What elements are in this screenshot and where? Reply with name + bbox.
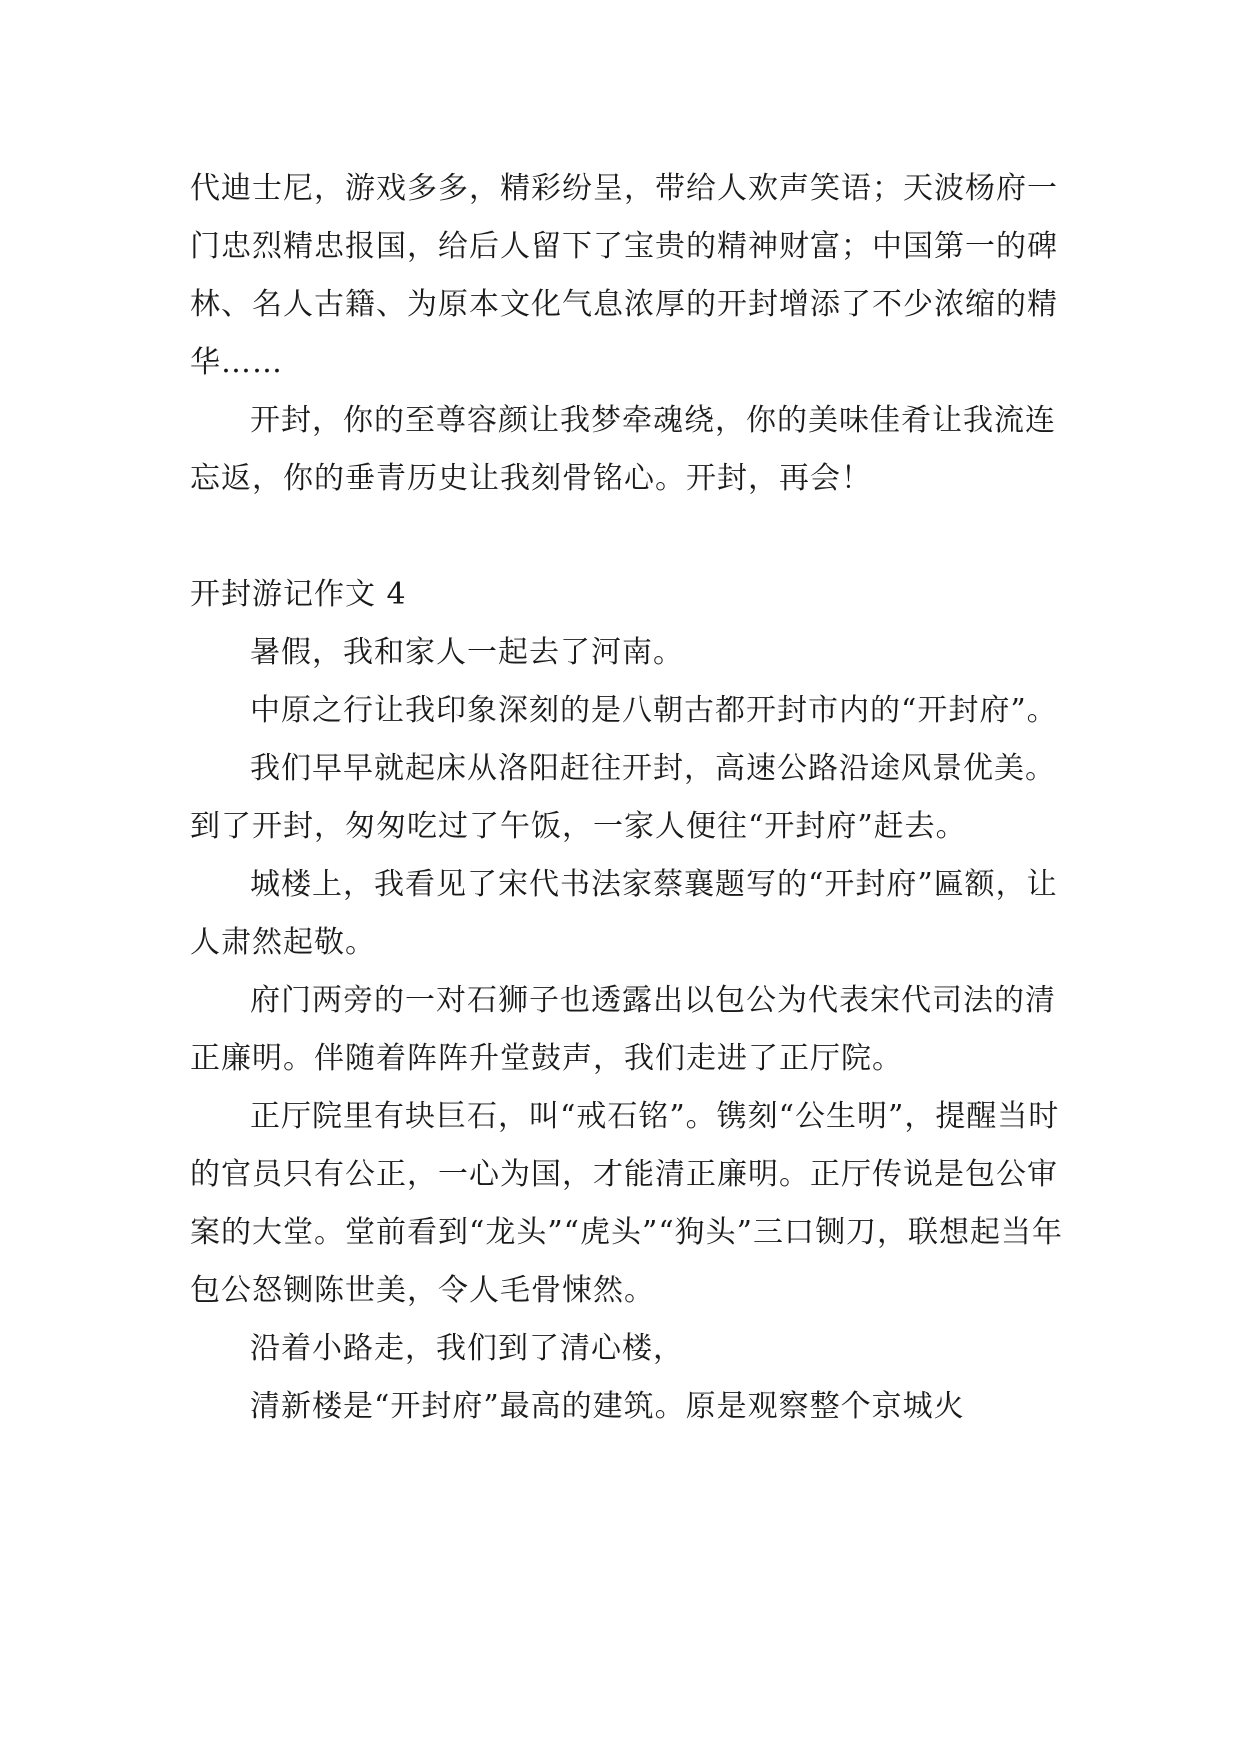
paragraph: 代迪士尼，游戏多多，精彩纷呈，带给人欢声笑语；天波杨府一门忠烈精忠报国，给后人留下了宝贵的精神财富；中国第一的碑林、名人古籍、为原本文化气息浓厚的开封增添了不少浓缩的精华…… <box>190 171 1058 380</box>
section-heading: 开封游记作文 4 <box>190 577 407 612</box>
paragraph: 城楼上，我看见了宋代书法家蔡襄题写的“开封府”匾额，让人肃然起敬。 <box>190 867 1058 960</box>
paragraph: 暑假，我和家人一起去了河南。 <box>250 635 684 670</box>
paragraph: 我们早早就起床从洛阳赶往开封，高速公路沿途风景优美。到了开封，匆匆吃过了午饭，一家人便往“开封府”赶去。 <box>190 751 1056 844</box>
document-body <box>190 160 1070 1436</box>
paragraph: 清新楼是“开封府”最高的建筑。原是观察整个京城火 <box>250 1389 965 1424</box>
paragraph: 府门两旁的一对石狮子也透露出以包公为代表宋代司法的清正廉明。伴随着阵阵升堂鼓声，我们走进了正厅院。 <box>190 983 1056 1076</box>
paragraph: 沿着小路走，我们到了清心楼， <box>250 1331 684 1366</box>
paragraph: 开封，你的至尊容颜让我梦牵魂绕，你的美味佳肴让我流连忘返，你的垂青历史让我刻骨铭心。开封，再会！ <box>190 403 1056 496</box>
paragraph: 正厅院里有块巨石，叫“戒石铭”。镌刻“公生明”，提醒当时的官员只有公正，一心为国，才能清正廉明。正厅传说是包公审案的大堂。堂前看到“龙头”“虎头”“狗头”三口铡刀，联想起当年包公怒铡陈世美，令人毛骨悚然。 <box>190 1099 1064 1308</box>
paragraph: 中原之行让我印象深刻的是八朝古都开封市内的“开封府”。 <box>250 693 1058 728</box>
